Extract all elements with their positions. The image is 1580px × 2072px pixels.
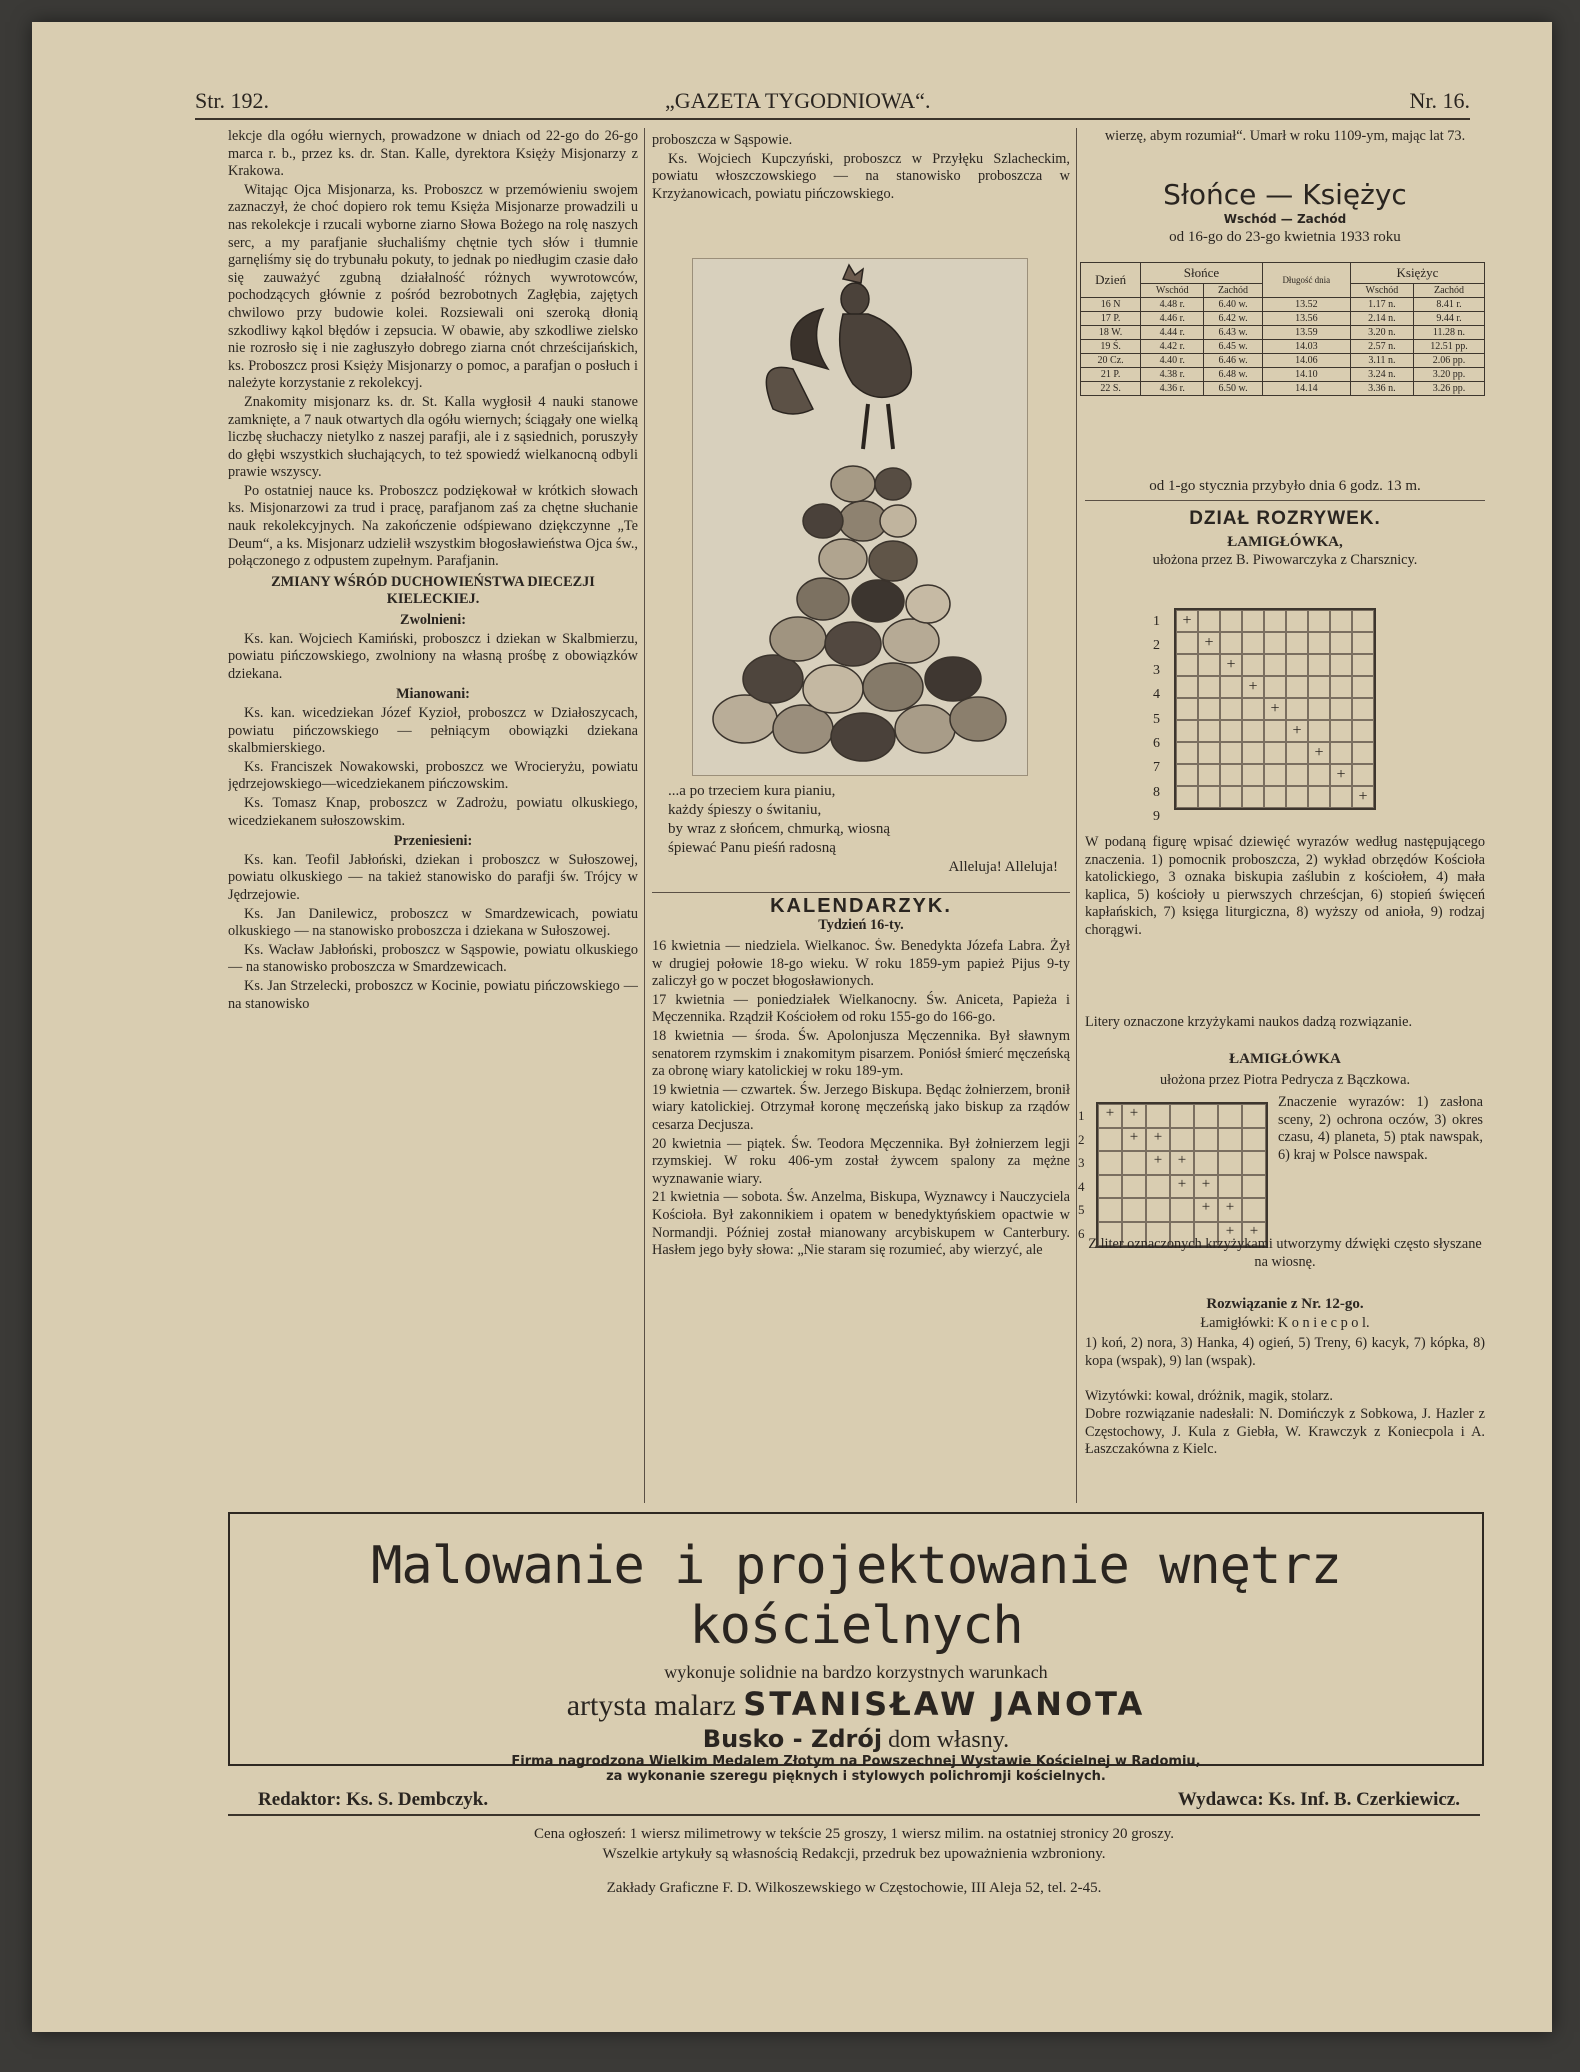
puzzle-cell [1286, 676, 1308, 698]
puzzle-cell [1308, 632, 1330, 654]
puzzle-cell [1286, 698, 1308, 720]
puzzle-cell [1220, 764, 1242, 786]
puzzle-cell [1308, 654, 1330, 676]
puzzle-cell [1352, 632, 1374, 654]
sun-table-cell: 6.48 w. [1204, 368, 1262, 382]
advertisement-box [228, 1512, 1484, 1784]
puzzle-cell: + [1352, 786, 1374, 808]
puzzle-cell [1198, 742, 1220, 764]
ad-artist [230, 1685, 1482, 1723]
paragraph: Ks. Tomasz Knap, proboszcz w Zadrożu, powiatu olkuskiego, wicedziekanem sułoszowskim. [228, 794, 638, 829]
puzzle-cell [1220, 632, 1242, 654]
sun-table-cell: 17 P. [1081, 312, 1141, 326]
sun-table-cell: 6.50 w. [1204, 382, 1262, 396]
puzzle-cell [1220, 786, 1242, 808]
verse-line: by wraz z słońcem, chmurką, wiosną [668, 821, 891, 837]
paragraph: Ks. Jan Danilewicz, proboszcz w Smardzewicach, powiatu olkuskiego — na stanowisko proboszcza i dziekana w Sułoszowej. [228, 905, 638, 940]
sun-table-cell: 1.17 n. [1350, 298, 1413, 312]
puzzle-cell [1198, 786, 1220, 808]
puzzle-cell [1242, 610, 1264, 632]
puzzle-cell [1352, 676, 1374, 698]
sun-table-cell: 3.20 pp. [1413, 368, 1484, 382]
sun-moon-range: od 16-go do 23-go kwietnia 1933 roku [1169, 229, 1401, 245]
sun-table-cell: 4.40 r. [1141, 354, 1204, 368]
calendar-entry: 18 kwietnia — środa. Św. Apolonjusza Męczennika. Był sławnym senatorem rzymskim i znakomitym pisarzem. Poniósł śmierć męczeńską za obronę wiary katolickiej w roku 189-ym. [652, 1027, 1070, 1080]
editor-credit: Redaktor: Ks. S. Dembczyk. [258, 1789, 489, 1810]
issue-number: Nr. 16. [1409, 88, 1470, 113]
puzzle-cell [1146, 1175, 1170, 1199]
puzzle-cell [1242, 786, 1264, 808]
puzzle-cell [1198, 764, 1220, 786]
column-2-top-text [652, 132, 1070, 242]
puzzle-cell [1218, 1128, 1242, 1152]
ad-address: dom własny. [888, 1727, 1010, 1753]
puzzle-cell [1242, 1128, 1266, 1152]
row-number: 2 [1078, 1131, 1085, 1147]
sun-table-cell: 20 Cz. [1081, 354, 1141, 368]
row-number: 6 [1078, 1225, 1085, 1241]
sun-table-cell: 18 W. [1081, 326, 1141, 340]
puzzle-cell [1146, 1104, 1170, 1128]
sun-table-cell: 4.48 r. [1141, 298, 1204, 312]
kalendarzyk-title: KALENDARZYK. [770, 895, 952, 917]
puzzle-cell [1098, 1151, 1122, 1175]
puzzle-cell [1176, 764, 1198, 786]
puzzle-cell: + [1170, 1175, 1194, 1199]
section-heading: Zwolnieni: [400, 612, 466, 629]
puzzle2-meanings: Znaczenie wyrazów: 1) zasłona sceny, 2) ochrona oczów, 3) okres czasu, 4) planeta, 5) ptak nawspak, 6) kraj w Polsce nawspak. [1278, 1094, 1483, 1163]
puzzle-cell [1198, 698, 1220, 720]
verse-line: każdy śpieszy o świtaniu, [668, 802, 822, 818]
ad-award2: za wykonanie szeregu pięknych i stylowych polichromji kościelnych. [606, 1769, 1106, 1784]
verse-line: ...a po trzeciem kura pianiu, [668, 783, 836, 799]
col-daylength: Długość dnia [1262, 263, 1350, 298]
sun-table-row [1081, 382, 1485, 396]
solution-title: Rozwiązanie z Nr. 12-go. [1206, 1296, 1364, 1312]
page-number: Str. 192. [195, 88, 269, 113]
solution-line3: Wizytówki: kowal, dróżnik, magik, stolarz. [1085, 1388, 1333, 1404]
row-number: 1 [1153, 614, 1160, 629]
puzzle-cell: + [1198, 632, 1220, 654]
puzzle-cell [1264, 676, 1286, 698]
row-number: 6 [1153, 736, 1160, 752]
puzzle-cell [1198, 654, 1220, 676]
puzzle-cell [1308, 698, 1330, 720]
sun-table-cell: 6.40 w. [1204, 298, 1262, 312]
puzzle-cell [1198, 676, 1220, 698]
row-number: 7 [1153, 760, 1160, 776]
puzzle1-grid [1174, 608, 1376, 810]
puzzle-cell [1194, 1151, 1218, 1175]
puzzle-cell [1218, 1104, 1242, 1128]
puzzle-cell [1330, 720, 1352, 742]
sun-table-cell: 3.36 n. [1350, 382, 1413, 396]
ad-artist-name: STANISŁAW JANOTA [743, 1685, 1146, 1723]
sun-moon-subtitle: Wschód — Zachód [1223, 212, 1347, 226]
kalendarzyk-week: Tydzień 16-ty. [818, 917, 904, 933]
calendar-entry: 17 kwietnia — poniedziałek Wielkanocny. Św. Aniceta, Papieża i Męczennika. Rządził Kościołem od roku 155-go do 166-go. [652, 991, 1070, 1026]
paragraph: Ks. Wojciech Kupczyński, proboszcz w Przyłęku Szlacheckim, powiatu włoszczowskiego — na stanowisko proboszcza w Krzyżanowicach, powiatu pińczowskiego. [652, 150, 1070, 202]
verse-line: Alleluja! Alleluja! [948, 859, 1058, 875]
puzzle1-text: W podaną figurę wpisać dziewięć wyrazów według następującego znaczenia. 1) pomocnik proboszcza, 2) wykład obrzędów Kościoła katolickiego, 3 oznaka biskupia zaślubin z kościołem, 4) mała kaplica, 5) kościoły u pierwszych chrześcjan, 6) stopień święceń kapłańskich, 7) księga liturgiczna, 8) wyższy od anioła, 9) rodzaj chorągwi. [1085, 834, 1485, 938]
section-heading: ZMIANY WŚRÓD DUCHOWIEŃSTWA DIECEZJI KIELECKIEJ. [271, 573, 595, 608]
sun-moon-title: Słońce — Księżyc [1163, 178, 1407, 211]
puzzle-cell [1330, 676, 1352, 698]
puzzle-cell [1286, 742, 1308, 764]
puzzle-cell: + [1170, 1151, 1194, 1175]
paragraph: Ks. kan. wicedziekan Józef Kyzioł, proboszcz w Działoszycach, powiatu pińczowskiego — pełniącym obowiązki dziekana skalbmierskiego. [228, 705, 638, 757]
section-heading: Mianowani: [396, 686, 470, 703]
sun-table-cell: 3.26 pp. [1413, 382, 1484, 396]
puzzle1-title: ŁAMIGŁÓWKA, [1227, 534, 1343, 550]
puzzle-cell: + [1242, 676, 1264, 698]
verse-line: śpiewać Panu pieśń radosną [668, 840, 836, 856]
puzzle-cell [1352, 654, 1374, 676]
rights-note: Wszelkie artykuły są własnością Redakcji, przedruk bez upoważnienia wzbroniony. [602, 1846, 1106, 1862]
puzzle-cell [1286, 786, 1308, 808]
puzzle-cell [1170, 1198, 1194, 1222]
sun-table-row [1081, 326, 1485, 340]
puzzle-cell: + [1194, 1175, 1218, 1199]
sun-table-cell: 13.59 [1262, 326, 1350, 340]
puzzles-section-title: DZIAŁ ROZRYWEK. [1189, 508, 1381, 529]
sun-table-row [1081, 354, 1485, 368]
column-3-intro: wierzę, abym rozumiał“. Umarł w roku 1109-ym, mając lat 73. [1104, 128, 1466, 144]
puzzle-cell [1194, 1104, 1218, 1128]
puzzle-cell [1242, 742, 1264, 764]
puzzle-cell [1330, 786, 1352, 808]
sun-table-cell: 13.56 [1262, 312, 1350, 326]
puzzle-cell: + [1098, 1104, 1122, 1128]
puzzle2-title: ŁAMIGŁÓWKA [1229, 1051, 1341, 1067]
puzzle-cell [1242, 698, 1264, 720]
puzzle-cell [1264, 610, 1286, 632]
puzzle-cell [1176, 632, 1198, 654]
sun-table-cell: 11.28 n. [1413, 326, 1484, 340]
paragraph: Znakomity misjonarz ks. dr. St. Kalla wygłosił 4 nauki stanowe zamknięte, a 7 nauk otwartych dla ogółu wiernych; ściągały one wielką liczbę słuchaczy nietylko z naszej parafji, ale i z sąsiednich, poruszyły do głębi wszystkich słuchających, to też spowiedź wielkanocną odbyli prawie wszyscy. [228, 393, 638, 481]
puzzle-cell [1330, 698, 1352, 720]
col-moonset: Zachód [1413, 284, 1484, 298]
sun-table-row [1081, 368, 1485, 382]
puzzle2-row-numbers [1078, 1104, 1092, 1245]
ad-artist-prefix: artysta malarz [566, 1689, 736, 1722]
puzzle-cell: + [1194, 1198, 1218, 1222]
puzzle2-grid [1096, 1102, 1268, 1248]
row-number: 2 [1153, 638, 1160, 654]
col-moonrise: Wschód [1350, 284, 1413, 298]
puzzle-cell: + [1218, 1198, 1242, 1222]
col-sunset: Zachód [1204, 284, 1262, 298]
puzzle-cell [1242, 1175, 1266, 1199]
calendar-entry: 21 kwietnia — sobota. Św. Anzelma, Biskupa, Wyznawcy i Nauczyciela Kościoła. Był zakonnikiem i opatem w benedyktyńskiem opactwie w Normandji. Później został mianowany arcybiskupem w Canterbury. Hasłem jego były słowa: „Nie staram się rozumieć, aby wierzyć, ale [652, 1189, 1070, 1259]
paragraph: Ks. Franciszek Nowakowski, proboszcz we Wrocieryżu, powiatu jędrzejowskiego—wicedziekanem pińczowskim. [228, 758, 638, 793]
row-number: 3 [1153, 662, 1160, 678]
sun-table-cell: 4.38 r. [1141, 368, 1204, 382]
col-day: Dzień [1081, 263, 1141, 298]
puzzle-cell [1176, 676, 1198, 698]
ad-award: Firma nagrodzona Wielkim Medalem Złotym na Powszechnej Wystawie Kościelnej w Radomiu, [511, 1754, 1201, 1769]
paragraph: Witając Ojca Misjonarza, ks. Proboszcz w przemówieniu swojem zaznaczył, że choć dopiero rok temu Księża Misjonarze prowadzili u nas rekolekcje i rzucali wyborne ziarno Słowa Bożego na rolę naszych serc, a my parafjanie słuchaliśmy chętnie tych słów i tłumnie garnęliśmy się do trybunału pokuty, to jednak po niedługim czasie dało się zauważyć zgubną działalność różnych wywrotowców, pochodzących głównie z pośród bezrobotnych Zagłębia, zajętych chwilowo przy budowie kolei. Rozsiewali oni szeroką dłonią szkodliwy kąkol błędów i zepsucia. W obawie, aby szkodliwe zielsko nie rozrosło się i nie zagłuszyło dobrego ziarna cnót chrześcijańskich, ks. Proboszcz prosi Księży Misjonarzy o pomoc, a parafjan o posłuch i należyte korzystanie z rekolekcyj. [228, 181, 638, 392]
sun-table-cell: 13.52 [1262, 298, 1350, 312]
puzzle-cell: + [1220, 654, 1242, 676]
puzzle-cell [1242, 1104, 1266, 1128]
calendar-entry: 19 kwietnia — czwartek. Św. Jerzego Biskupa. Będąc żołnierzem, bronił wiary katolickiej. Otrzymał koronę męczeńską jako biskup za rządów cesarza Decjusza. [652, 1081, 1070, 1133]
puzzle-cell [1308, 786, 1330, 808]
puzzle-cell [1330, 632, 1352, 654]
puzzle-cell: + [1176, 610, 1198, 632]
sun-table-cell: 3.11 n. [1350, 354, 1413, 368]
puzzle-cell [1220, 610, 1242, 632]
paragraph: lekcje dla ogółu wiernych, prowadzone w dniach od 22-go do 26-go marca r. b., przez ks. dr. Stan. Kalle, dyrektora Księży Misjonarzy z Krakowa. [228, 128, 638, 180]
sun-table-cell: 2.06 pp. [1413, 354, 1484, 368]
sun-table-cell: 3.24 n. [1350, 368, 1413, 382]
publisher-credit: Wydawca: Ks. Inf. B. Czerkiewicz. [1177, 1789, 1460, 1810]
sun-table-cell: 8.41 r. [1413, 298, 1484, 312]
puzzle-cell: + [1146, 1128, 1170, 1152]
sun-table-cell: 6.46 w. [1204, 354, 1262, 368]
puzzle-cell: + [1242, 1222, 1266, 1246]
section-heading: Przeniesieni: [393, 833, 473, 850]
puzzle-cell [1308, 610, 1330, 632]
row-number: 1 [1078, 1108, 1085, 1123]
puzzle-cell [1122, 1198, 1146, 1222]
sun-table-row [1081, 340, 1485, 354]
puzzle-cell [1098, 1175, 1122, 1199]
puzzle-cell [1176, 654, 1198, 676]
column-divider [1076, 128, 1077, 1503]
sun-table-cell: 14.14 [1262, 382, 1350, 396]
row-number: 5 [1078, 1202, 1085, 1217]
rooster-on-eggs-image [693, 259, 1027, 775]
ad-line2: wykonuje solidnie na bardzo korzystnych warunkach [664, 1662, 1048, 1682]
paragraph: proboszcza w Sąspowie. [652, 132, 793, 148]
puzzle-cell [1198, 610, 1220, 632]
sun-table-cell: 2.14 n. [1350, 312, 1413, 326]
sun-table-row [1081, 298, 1485, 312]
puzzle2-author: ułożona przez Piotra Pedrycza z Bączkowa. [1159, 1072, 1411, 1088]
solution-line2: 1) koń, 2) nora, 3) Hanka, 4) ogień, 5) Treny, 6) kacyk, 7) kópka, 8) kopa (wspak), 9) lan (wspak). [1085, 1335, 1485, 1369]
row-number: 3 [1078, 1155, 1085, 1170]
puzzle-cell [1170, 1104, 1194, 1128]
section-rule [652, 892, 1070, 893]
puzzle-cell [1220, 720, 1242, 742]
ad-headline: Malowanie i projektowanie wnętrz kościelnych [371, 1536, 1341, 1656]
puzzle-cell [1330, 610, 1352, 632]
puzzle-cell [1122, 1175, 1146, 1199]
puzzle-cell [1176, 720, 1198, 742]
puzzle-cell [1352, 698, 1374, 720]
puzzle1-row-numbers [1153, 610, 1171, 830]
puzzle-cell [1330, 654, 1352, 676]
footer-credits [228, 1780, 1480, 1816]
puzzle-cell [1286, 610, 1308, 632]
puzzle-cell [1286, 654, 1308, 676]
paragraph: Ks. Jan Strzelecki, proboszcz w Kocinie, powiatu pińczowskiego — na stanowisko [228, 977, 638, 1012]
sun-table-cell: 14.03 [1262, 340, 1350, 354]
sun-moon-table [1080, 262, 1485, 396]
sun-table-cell: 14.06 [1262, 354, 1350, 368]
puzzle-cell [1242, 632, 1264, 654]
daylight-note: od 1-go stycznia przybyło dnia 6 godz. 13 m. [1149, 478, 1421, 494]
column-divider [644, 128, 645, 1503]
puzzle-cell [1264, 764, 1286, 786]
puzzle-cell: + [1308, 742, 1330, 764]
puzzle-cell [1218, 1151, 1242, 1175]
sun-table-cell: 16 N [1081, 298, 1141, 312]
puzzle1-author: ułożona przez B. Piwowarczyka z Charsznicy. [1152, 552, 1418, 568]
puzzle-cell [1122, 1151, 1146, 1175]
puzzle-cell: + [1122, 1104, 1146, 1128]
sun-table-cell: 4.44 r. [1141, 326, 1204, 340]
sun-table-cell: 4.46 r. [1141, 312, 1204, 326]
puzzle-cell [1264, 632, 1286, 654]
newspaper-title: „GAZETA TYGODNIOWA“. [665, 88, 931, 113]
col-sunrise: Wschód [1141, 284, 1204, 298]
puzzle-cell: + [1146, 1151, 1170, 1175]
puzzle-cell [1242, 1151, 1266, 1175]
puzzle2-text: Z liter oznaczonych krzyżykami utworzymy dźwięki często słyszane na wiosnę. [1088, 1236, 1482, 1270]
puzzle-cell [1220, 698, 1242, 720]
puzzle-cell [1352, 720, 1374, 742]
puzzle-cell [1286, 764, 1308, 786]
puzzle-cell [1220, 742, 1242, 764]
puzzle-cell [1352, 742, 1374, 764]
puzzle-cell [1308, 764, 1330, 786]
printer-note: Zakłady Graficzne F. D. Wilkoszewskiego w Częstochowie, III Aleja 52, tel. 2-45. [606, 1880, 1102, 1896]
row-number: 4 [1153, 687, 1160, 703]
puzzle-cell [1264, 720, 1286, 742]
sun-table-cell: 22 S. [1081, 382, 1141, 396]
col-moon: Księżyc [1350, 263, 1484, 284]
puzzle-cell [1352, 610, 1374, 632]
puzzle-cell [1264, 654, 1286, 676]
column-1-text [228, 128, 638, 1498]
row-number: 4 [1078, 1178, 1085, 1194]
sun-table-cell: 4.42 r. [1141, 340, 1204, 354]
puzzle-cell [1308, 720, 1330, 742]
solution-line1: Łamigłówki: K o n i e c p o l. [1200, 1315, 1370, 1331]
puzzle-cell [1242, 654, 1264, 676]
puzzle-cell [1220, 676, 1242, 698]
col-sun: Słońce [1141, 263, 1263, 284]
puzzle-cell [1330, 742, 1352, 764]
row-number: 5 [1153, 711, 1160, 727]
puzzle-cell [1176, 786, 1198, 808]
puzzle-cell [1264, 786, 1286, 808]
row-number: 9 [1153, 809, 1160, 825]
row-number: 8 [1153, 784, 1160, 800]
puzzle-cell [1242, 720, 1264, 742]
puzzle-cell: + [1286, 720, 1308, 742]
sun-table-row [1081, 312, 1485, 326]
puzzle-cell [1098, 1128, 1122, 1152]
section-rule [1085, 500, 1485, 501]
puzzle1-note: Litery oznaczone krzyżykami naukos dadzą rozwiązanie. [1085, 1014, 1413, 1030]
sun-table-cell: 14.10 [1262, 368, 1350, 382]
puzzle-cell [1176, 742, 1198, 764]
puzzle-cell [1286, 632, 1308, 654]
kalendarzyk-list [652, 938, 1070, 1523]
paragraph: Po ostatniej nauce ks. Proboszcz podziękował w krótkich słowach ks. Misjonarzowi za trud i pracę, parafjanom zaś za chętne słuchanie nauk rekolekcyjnych. Na zakończenie odśpiewano dziękczynne „Te Deum“, a ks. Misjonarz udzielił wszystkim błogosławieństwa Ojca św., połączonego z odpustem zupełnym. Parafjanin. [228, 482, 638, 570]
puzzle-cell: + [1264, 698, 1286, 720]
puzzle-cell [1242, 1198, 1266, 1222]
puzzle-cell [1176, 698, 1198, 720]
paragraph: Ks. Wacław Jabłoński, proboszcz w Sąspowie, powiatu olkuskiego — na stanowisko proboszcza w Smardzewicach. [228, 941, 638, 976]
sun-table-cell: 6.45 w. [1204, 340, 1262, 354]
puzzle-cell [1264, 742, 1286, 764]
ad-location [230, 1725, 1482, 1754]
sun-table-cell: 9.44 r. [1413, 312, 1484, 326]
paragraph: Ks. kan. Wojciech Kamiński, proboszcz i dziekan w Skalbmierzu, powiatu pińczowskiego, zwolniony na własną prośbę z obowiązków dziekana. [228, 630, 638, 682]
puzzle-cell [1194, 1128, 1218, 1152]
easter-verse [668, 782, 1068, 877]
ad-town: Busko - Zdrój [702, 1725, 883, 1753]
puzzle-cell [1218, 1175, 1242, 1199]
puzzle-cell [1146, 1198, 1170, 1222]
puzzle-cell: + [1122, 1128, 1146, 1152]
calendar-entry: 16 kwietnia — niedziela. Wielkanoc. Św. Benedykta Józefa Labra. Żył w drugiej połowie 18-go wieku. W roku 1859-ym papież Pijus 9-ty zaliczył go w poczet błogosławionych. [652, 938, 1070, 990]
puzzle-cell [1170, 1128, 1194, 1152]
puzzle-cell: + [1330, 764, 1352, 786]
sun-table-cell: 6.42 w. [1204, 312, 1262, 326]
puzzle-cell [1308, 676, 1330, 698]
sun-table-cell: 6.43 w. [1204, 326, 1262, 340]
puzzle-cell [1242, 764, 1264, 786]
sun-table-cell: 21 P. [1081, 368, 1141, 382]
puzzle-cell [1352, 764, 1374, 786]
ad-prices: Cena ogłoszeń: 1 wiersz milimetrowy w tekście 25 groszy, 1 wiersz milim. na ostatniej stronicy 20 groszy. [534, 1826, 1174, 1842]
puzzle-cell [1198, 720, 1220, 742]
solution-line4: Dobre rozwiązanie nadesłali: N. Domińczyk z Sobkowa, J. Hazler z Częstochowy, J. Kula z Giebła, W. Krawczyk z Koniecpola i A. Łaszczakówna z Kielc. [1085, 1406, 1485, 1458]
page-header [195, 78, 1470, 120]
sun-table-cell: 2.57 n. [1350, 340, 1413, 354]
sun-table-cell: 3.20 n. [1350, 326, 1413, 340]
calendar-entry: 20 kwietnia — piątek. Św. Teodora Męczennika. Był żołnierzem legji rzymskiej. W roku 406-ym został żywcem spalony za mężne wyznawanie wiary. [652, 1135, 1070, 1187]
sun-table-cell: 12.51 pp. [1413, 340, 1484, 354]
sun-table-cell: 4.36 r. [1141, 382, 1204, 396]
puzzle-cell [1098, 1198, 1122, 1222]
paragraph: Ks. kan. Teofil Jabłoński, dziekan i proboszcz w Sułoszowej, powiatu olkuskiego — na takież stanowisko do parafji św. Trójcy w Jędrzejowie. [228, 851, 638, 903]
easter-illustration [692, 258, 1028, 776]
sun-table-cell: 19 Ś. [1081, 340, 1141, 354]
puzzle-cell: + [1218, 1222, 1242, 1246]
